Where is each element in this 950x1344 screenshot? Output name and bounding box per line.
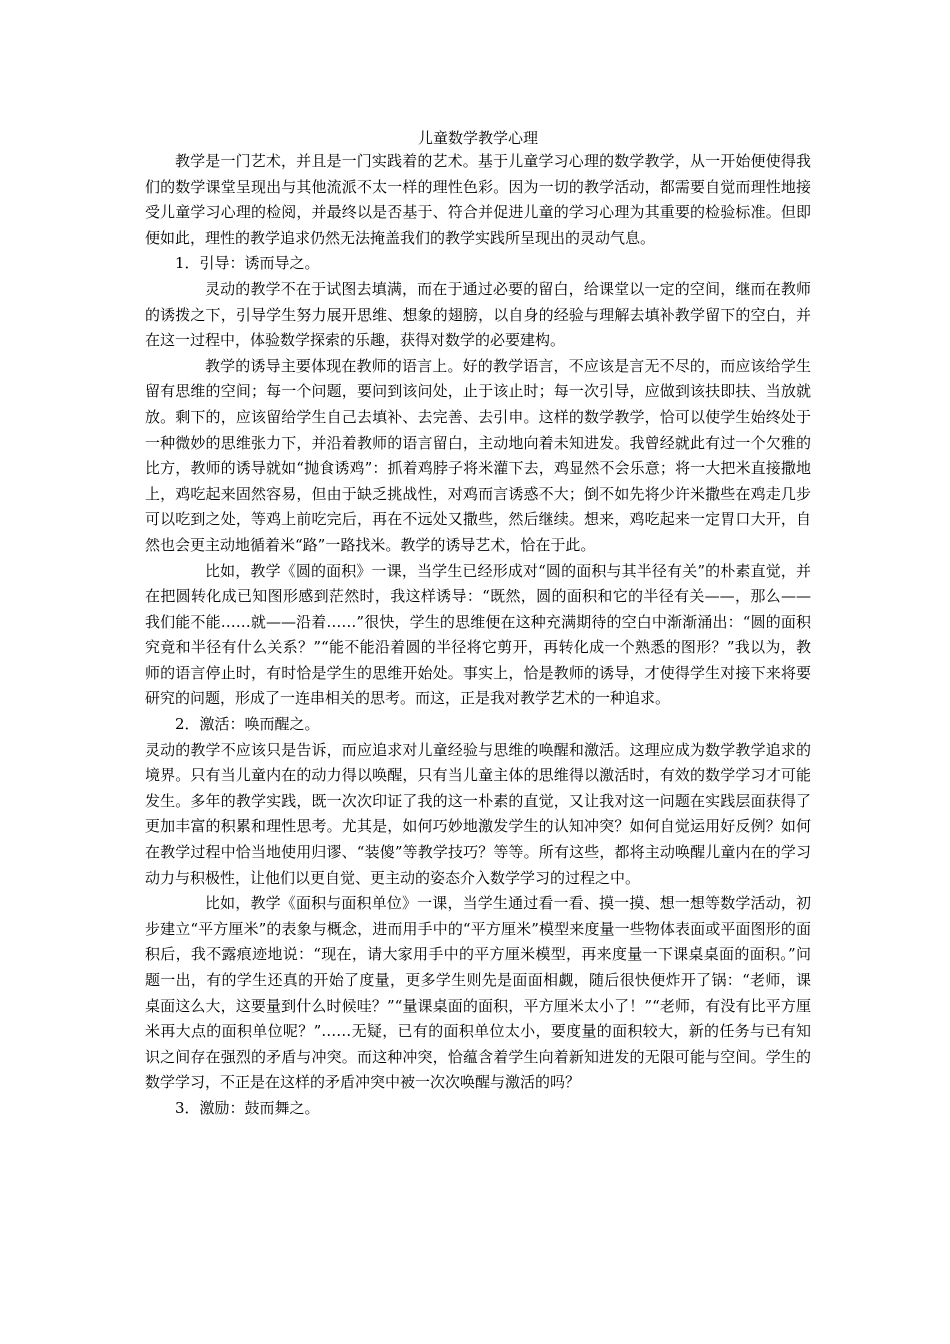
section-1-paragraph-3: 比如，教学《圆的面积》一课，当学生已经形成对“圆的面积与其半径有关”的朴素直觉，并在把圆转化成已知图形感到茫然时，我这样诱导：“既然，圆的面积和它的半径有关——，那么——我们能不能……就——沿着……”很快，学生的思维便在这种充满期待的空白中渐渐涌出：“圆的面积究竟和半径有什么关系？”“能不能沿着圆的半径将它剪开，再转化成一个熟悉的图形？”我以为，教师的语言停止时，有时恰是学生的思维开始处。事实上，恰是教师的诱导，才使得学生对接下来将要研究的问题，形成了一连串相关的思考。而这，正是我对教学艺术的一种追求。 [145, 561, 811, 708]
intro-paragraph: 教学是一门艺术，并且是一门实践着的艺术。基于儿童学习心理的数学教学，从一开始便使得我们的数学课堂呈现出与其他流派不太一样的理性色彩。因为一切的教学活动，都需要自觉而理性地接受儿童学习心理的检阅，并最终以是否基于、符合并促进儿童的学习心理为其重要的检验标准。但即便如此，理性的教学追求仍然无法掩盖我们的教学实践所呈现出的灵动气息。 [145, 152, 811, 247]
section-1-paragraph-1: 灵动的教学不在于试图去填满，而在于通过必要的留白，给课堂以一定的空间，继而在教师的诱拨之下，引导学生努力展开思维、想象的翅膀，以自身的经验与理解去填补教学留下的空白，并在这一过程中，体验数学探索的乐趣，获得对数学的必要建构。 [145, 279, 811, 350]
section-3-heading: 3．激励：鼓而舞之。 [175, 1098, 320, 1117]
section-2-paragraph-2: 比如，教学《面积与面积单位》一课，当学生通过看一看、摸一摸、想一想等数学活动，初步建立“平方厘米”的表象与概念，进而用手中的“平方厘米”模型来度量一些物体表面或平面图形的面积后，我不露痕迹地说：“现在，请大家用手中的平方厘米模型，再来度量一下课桌桌面的面积。”问题一出，有的学生还真的开始了度量，更多学生则先是面面相觑，随后很快便炸开了锅：“老师，课桌面这么大，这要量到什么时候哇？”“量课桌面的面积，平方厘米太小了！”“老师，有没有比平方厘米再大点的面积单位呢？”……无疑，已有的面积单位太小，要度量的面积较大，新的任务与已有知识之间存在强烈的矛盾与冲突。而这种冲突，恰蕴含着学生向着新知进发的无限可能与空间。学生的数学学习，不正是在这样的矛盾冲突中被一次次唤醒与激活的吗？ [145, 894, 811, 1092]
section-1-heading: 1．引导：诱而导之。 [175, 254, 320, 273]
section-2-paragraph-1: 灵动的教学不应该只是告诉，而应追求对儿童经验与思维的唤醒和激活。这理应成为数学教学追求的境界。只有当儿童内在的动力得以唤醒，只有当儿童主体的思维得以激活时，有效的数学学习才可能发生。多年的教学实践，既一次次印证了我的这一朴素的直觉，又让我对这一问题在实践层面获得了更加丰富的积累和理性思考。尤其是，如何巧妙地激发学生的认知冲突？如何自觉运用好反例？如何在教学过程中恰当地使用归谬、“装傻”等教学技巧？等等。所有这些，都将主动唤醒儿童内在的学习动力与积极性，让他们以更自觉、更主动的姿态介入数学学习的过程之中。 [145, 740, 811, 887]
section-1-paragraph-2: 教学的诱导主要体现在教师的语言上。好的教学语言，不应该是言无不尽的，而应该给学生留有思维的空间；每一个问题，要问到该问处，止于该止时；每一次引导，应做到该扶即扶、当放就放。剩下的，应该留给学生自己去填补、去完善、去引申。这样的数学教学，恰可以使学生始终处于一种微妙的思维张力下，并沿着教师的语言留白，主动地向着未知进发。我曾经就此有过一个欠雅的比方，教师的诱导就如“抛食诱鸡”：抓着鸡脖子将米灌下去，鸡显然不会乐意；将一大把米直接撒地上，鸡吃起来固然容易，但由于缺乏挑战性，对鸡而言诱惑不大；倒不如先将少许米撒些在鸡走几步可以吃到之处，等鸡上前吃完后，再在不远处又撒些，然后继续。想来，鸡吃起来一定胃口大开，自然也会更主动地循着米“路”一路找米。教学的诱导艺术，恰在于此。 [145, 356, 811, 554]
document-body [145, 127, 811, 1122]
document-title: 儿童数学教学心理 [417, 129, 538, 147]
section-2-heading: 2．激活：唤而醒之。 [175, 715, 320, 734]
